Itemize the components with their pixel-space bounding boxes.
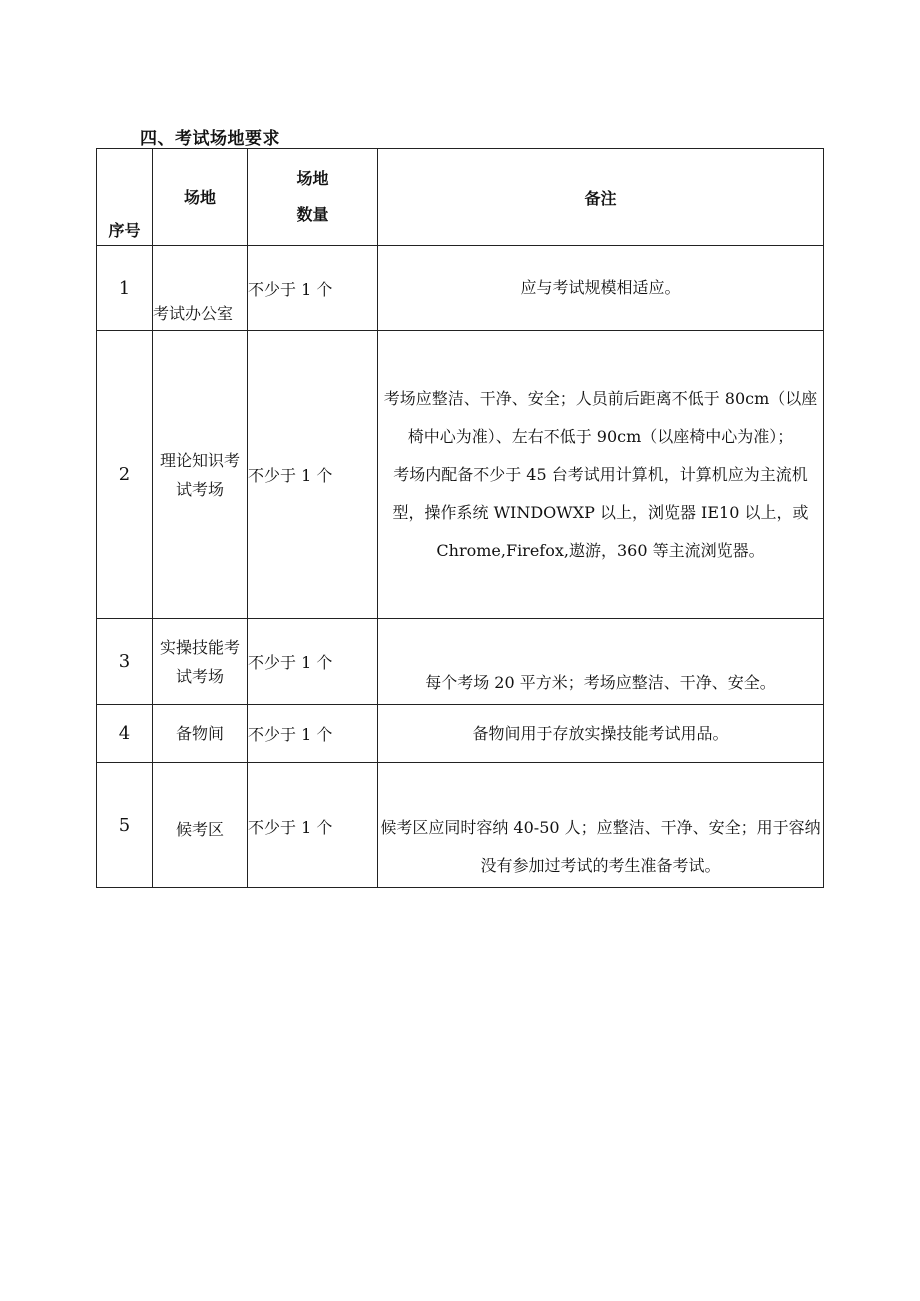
table-row xyxy=(97,246,824,331)
table-row xyxy=(97,705,824,763)
row-seq: 3 xyxy=(97,619,153,705)
header-qty xyxy=(248,149,378,246)
row-seq: 2 xyxy=(97,331,153,619)
row-site: 理论知识考试考场 xyxy=(153,331,248,619)
row-note: 候考区应同时容纳 40-50 人；应整洁、干净、安全；用于容纳没有参加过考试的考生准备考试。 xyxy=(378,763,824,888)
venue-requirements-table xyxy=(96,148,824,888)
row-qty: 不少于 1 个 xyxy=(248,331,378,619)
section-title: 四、考试场地要求 xyxy=(140,129,280,149)
row-site: 实操技能考试考场 xyxy=(153,619,248,705)
row-qty: 不少于 1 个 xyxy=(248,763,378,888)
row-note: 备物间用于存放实操技能考试用品。 xyxy=(378,705,824,763)
row-note: 应与考试规模相适应。 xyxy=(378,246,824,331)
row-site: 考试办公室 xyxy=(153,246,248,331)
header-seq: 序号 xyxy=(97,149,153,246)
row-qty: 不少于 1 个 xyxy=(248,246,378,331)
note-paragraph: 考场内配备不少于 45 台考试用计算机，计算机应为主流机型，操作系统 WINDOWXP 以上，浏览器 IE10 以上，或 Chrome,Firefox,遨游，360 等主流浏览器。 xyxy=(392,464,809,560)
row-qty: 不少于 1 个 xyxy=(248,619,378,705)
row-site: 候考区 xyxy=(153,763,248,888)
row-qty: 不少于 1 个 xyxy=(248,705,378,763)
note-paragraph: 考场应整洁、干净、安全；人员前后距离不低于 80cm（以座椅中心为准）、左右不低于 90cm（以座椅中心为准）； xyxy=(383,388,818,446)
row-note xyxy=(378,331,824,619)
header-note: 备注 xyxy=(378,149,824,246)
table-row xyxy=(97,331,824,619)
header-qty-line1: 场地 xyxy=(296,169,329,188)
row-seq: 4 xyxy=(97,705,153,763)
row-seq: 5 xyxy=(97,763,153,888)
table-row xyxy=(97,619,824,705)
header-qty-line2: 数量 xyxy=(296,205,329,224)
row-seq: 1 xyxy=(97,246,153,331)
table-header-row xyxy=(97,149,824,246)
header-site: 场地 xyxy=(153,149,248,246)
table-row xyxy=(97,763,824,888)
row-note: 每个考场 20 平方米；考场应整洁、干净、安全。 xyxy=(378,619,824,705)
row-site: 备物间 xyxy=(153,705,248,763)
